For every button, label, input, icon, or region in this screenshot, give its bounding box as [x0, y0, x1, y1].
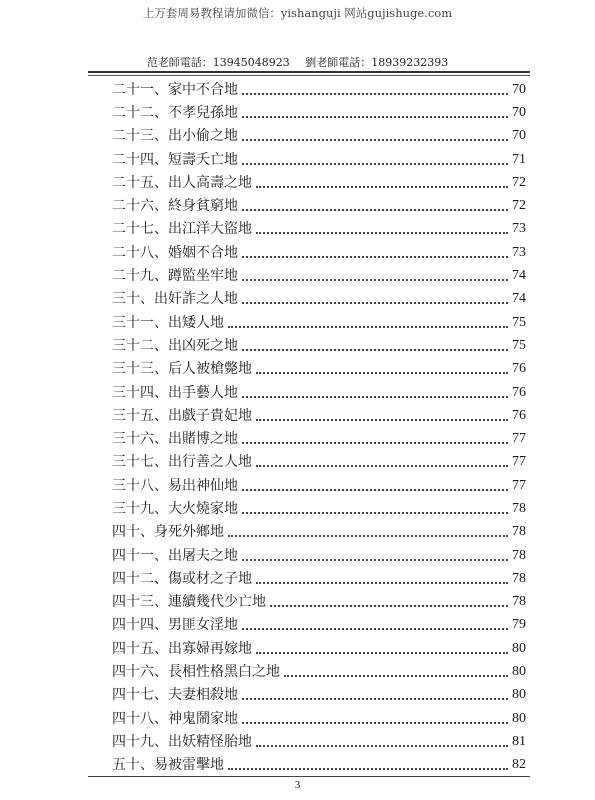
toc-entry[interactable]: [112, 358, 526, 381]
toc-entry[interactable]: [112, 474, 526, 497]
toc-entry[interactable]: [112, 730, 526, 753]
toc-entry-number: 三十三、: [112, 361, 168, 378]
toc-entry-page: 80: [512, 664, 526, 680]
toc-entry[interactable]: [112, 521, 526, 544]
dot-leader: [242, 279, 508, 281]
toc-entry-number: 二十五、: [112, 174, 168, 191]
dot-leader: [256, 465, 508, 467]
dot-leader: [242, 139, 508, 141]
toc-entry-number: 三十二、: [112, 337, 168, 354]
toc-entry-page: 71: [512, 151, 526, 167]
header-rule-thin: [88, 75, 530, 76]
toc-entry-page: 78: [512, 524, 526, 540]
toc-entry-page: 78: [512, 570, 526, 586]
toc-entry-page: 70: [512, 128, 526, 144]
toc-entry-page: 74: [512, 291, 526, 307]
toc-entry-title: 家中不合地: [168, 81, 238, 98]
toc-entry-title: 出人高壽之地: [168, 174, 252, 191]
toc-entry-page: 72: [512, 174, 526, 190]
toc-entry-page: 75: [512, 337, 526, 353]
toc-entry-number: 三十九、: [112, 500, 168, 517]
toc-entry-title: 出妖精怪胎地: [168, 733, 252, 750]
toc-entry-title: 出江洋大盜地: [168, 221, 252, 238]
toc-entry[interactable]: [112, 125, 526, 148]
toc-entry-number: 二十七、: [112, 221, 168, 238]
toc-entry-title: 易出神仙地: [168, 477, 238, 494]
toc-entry-title: 身死外鄉地: [154, 524, 224, 541]
dot-leader: [228, 768, 508, 770]
toc-entry-title: 短壽夭亡地: [168, 151, 238, 168]
toc-entry-number: 三十五、: [112, 407, 168, 424]
toc-entry[interactable]: [112, 497, 526, 520]
contact-header: [0, 54, 595, 70]
toc-entry-page: 75: [512, 314, 526, 330]
toc-entry[interactable]: [112, 241, 526, 264]
toc-entry[interactable]: [112, 218, 526, 241]
dot-leader: [242, 93, 508, 95]
toc-entry[interactable]: [112, 381, 526, 404]
toc-entry[interactable]: [112, 148, 526, 171]
toc-entry-title: 出屠夫之地: [168, 547, 238, 564]
teacher-fan-phone: 范老師電話：13945048923: [146, 56, 290, 69]
toc-entry-number: 四十二、: [112, 570, 168, 587]
dot-leader: [256, 745, 508, 747]
dot-leader: [256, 232, 508, 234]
toc-entry-number: 二十四、: [112, 151, 168, 168]
toc-entry[interactable]: [112, 614, 526, 637]
toc-entry[interactable]: [112, 311, 526, 334]
dot-leader: [242, 396, 508, 398]
toc-entry-title: 出奸詐之人地: [154, 291, 238, 308]
toc-entry-number: 四十八、: [112, 710, 168, 727]
toc-entry-page: 82: [512, 757, 526, 773]
toc-entry[interactable]: [112, 637, 526, 660]
toc-entry-number: 四十、: [112, 524, 154, 541]
dot-leader: [242, 722, 508, 724]
toc-entry[interactable]: [112, 591, 526, 614]
toc-entry-number: 二十一、: [112, 81, 168, 98]
toc-entry-page: 80: [512, 687, 526, 703]
dot-leader: [256, 186, 508, 188]
dot-leader: [242, 559, 508, 561]
toc-entry-title: 出賭博之地: [168, 431, 238, 448]
page-number: 3: [294, 779, 301, 791]
dot-leader: [242, 116, 508, 118]
toc-entry-page: 77: [512, 454, 526, 470]
toc-entry-number: 二十八、: [112, 244, 168, 261]
toc-entry[interactable]: [112, 754, 526, 777]
toc-entry-number: 三十六、: [112, 431, 168, 448]
dot-leader: [242, 698, 508, 700]
dot-leader: [242, 209, 508, 211]
toc-entry-page: 70: [512, 81, 526, 97]
dot-leader: [284, 675, 508, 677]
dot-leader: [242, 256, 508, 258]
toc-entry[interactable]: [112, 194, 526, 217]
toc-entry-number: 二十三、: [112, 128, 168, 145]
toc-entry-number: 三十四、: [112, 384, 168, 401]
toc-entry-number: 五十、: [112, 757, 154, 774]
toc-entry[interactable]: [112, 684, 526, 707]
dot-leader: [228, 535, 508, 537]
toc-entry-title: 蹲監坐牢地: [168, 268, 238, 285]
toc-entry-title: 出小偷之地: [168, 128, 238, 145]
toc-entry-page: 80: [512, 710, 526, 726]
dot-leader: [242, 489, 508, 491]
table-of-contents: [112, 78, 526, 777]
toc-entry-number: 四十三、: [112, 594, 168, 611]
dot-leader: [256, 582, 508, 584]
dot-leader: [242, 349, 508, 351]
toc-entry-number: 三十八、: [112, 477, 168, 494]
toc-entry-page: 76: [512, 407, 526, 423]
toc-entry-title: 出寡婦再嫁地: [168, 640, 252, 657]
toc-entry-number: 三十一、: [112, 314, 168, 331]
toc-entry-page: 78: [512, 547, 526, 563]
dot-leader: [228, 326, 508, 328]
toc-entry-page: 81: [512, 733, 526, 749]
toc-entry-page: 73: [512, 221, 526, 237]
toc-entry[interactable]: [112, 334, 526, 357]
watermark-text: 上万套周易教程请加微信：yishanguji 网站gujishuge.com: [142, 6, 453, 20]
toc-entry-page: 77: [512, 431, 526, 447]
header-rule: [88, 71, 530, 73]
dot-leader: [242, 163, 508, 165]
toc-entry-page: 72: [512, 198, 526, 214]
toc-entry-number: 四十五、: [112, 640, 168, 657]
teacher-liu-phone: 劉老師電話：18939232393: [305, 56, 449, 69]
toc-entry-title: 婚姻不合地: [168, 244, 238, 261]
toc-entry-page: 80: [512, 640, 526, 656]
toc-entry-title: 男匪女淫地: [168, 617, 238, 634]
toc-entry-number: 四十一、: [112, 547, 168, 564]
toc-entry-title: 出行善之人地: [168, 454, 252, 471]
dot-leader: [256, 419, 508, 421]
toc-entry-title: 長相性格黑白之地: [168, 664, 280, 681]
toc-entry-page: 78: [512, 500, 526, 516]
toc-entry[interactable]: [112, 264, 526, 287]
toc-entry-number: 二十六、: [112, 198, 168, 215]
toc-entry-title: 出矮人地: [168, 314, 224, 331]
toc-entry-title: 出手藝人地: [168, 384, 238, 401]
toc-entry-title: 不孝兒孫地: [168, 104, 238, 121]
toc-entry[interactable]: [112, 171, 526, 194]
toc-entry-title: 后人被槍斃地: [168, 361, 252, 378]
dot-leader: [242, 628, 508, 630]
toc-entry-number: 四十六、: [112, 664, 168, 681]
toc-entry-title: 夫妻相殺地: [168, 687, 238, 704]
toc-entry-title: 連續幾代少亡地: [168, 594, 266, 611]
toc-entry-page: 79: [512, 617, 526, 633]
toc-entry[interactable]: [112, 101, 526, 124]
toc-entry-page: 74: [512, 268, 526, 284]
toc-entry-title: 易被雷擊地: [154, 757, 224, 774]
toc-entry-number: 二十二、: [112, 104, 168, 121]
toc-entry[interactable]: [112, 288, 526, 311]
toc-entry-number: 二十九、: [112, 268, 168, 285]
toc-entry[interactable]: [112, 451, 526, 474]
toc-entry-number: 四十九、: [112, 733, 168, 750]
dot-leader: [256, 372, 508, 374]
toc-entry-title: 大火燒家地: [168, 500, 238, 517]
dot-leader: [242, 442, 508, 444]
toc-entry-title: 終身貧窮地: [168, 198, 238, 215]
toc-entry-page: 76: [512, 384, 526, 400]
toc-entry-page: 73: [512, 244, 526, 260]
toc-entry-number: 四十七、: [112, 687, 168, 704]
toc-entry[interactable]: [112, 567, 526, 590]
toc-entry-title: 神鬼鬧家地: [168, 710, 238, 727]
dot-leader: [242, 512, 508, 514]
toc-entry-number: 三十七、: [112, 454, 168, 471]
toc-entry[interactable]: [112, 404, 526, 427]
toc-entry[interactable]: [112, 707, 526, 730]
toc-entry-number: 四十四、: [112, 617, 168, 634]
dot-leader: [270, 605, 508, 607]
toc-entry-number: 三十、: [112, 291, 154, 308]
toc-entry-page: 77: [512, 477, 526, 493]
toc-entry-page: 76: [512, 361, 526, 377]
toc-entry[interactable]: [112, 78, 526, 101]
dot-leader: [256, 652, 508, 654]
toc-entry-page: 70: [512, 104, 526, 120]
toc-entry-page: 78: [512, 594, 526, 610]
dot-leader: [242, 302, 508, 304]
toc-entry[interactable]: [112, 427, 526, 450]
toc-entry-title: 傷或材之子地: [168, 570, 252, 587]
toc-entry[interactable]: [112, 660, 526, 683]
footer-rule: [88, 776, 530, 777]
toc-entry-title: 出戲子貴妃地: [168, 407, 252, 424]
toc-entry-title: 出凶死之地: [168, 337, 238, 354]
toc-entry[interactable]: [112, 544, 526, 567]
